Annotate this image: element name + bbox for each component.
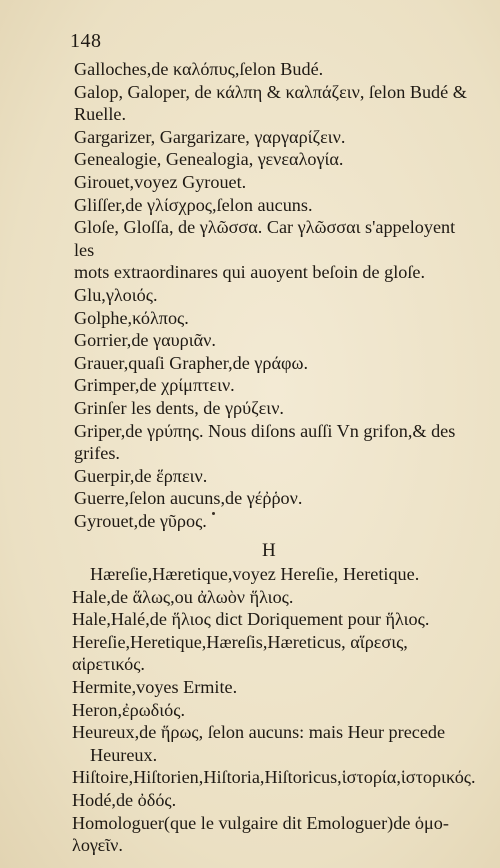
entry-text: Hale,de ἅλως,ou ἀλωὸν ἥλιος.	[72, 586, 294, 607]
entry-text: Golphe,κόλπος.	[74, 307, 189, 328]
entry-continuation: λογεῖν.	[72, 835, 123, 856]
entry-text: Girouet,voyez Gyrouet.	[74, 171, 247, 192]
dictionary-entry	[74, 58, 474, 81]
entry-text: Galop, Galoper, de κάλπη & καλπάζειν, ſelon Budé &	[74, 81, 467, 102]
entry-text: Grimper,de χρίμπτειν.	[74, 375, 235, 396]
entry-continuation: Heureux.	[90, 744, 158, 765]
dictionary-entry	[74, 465, 474, 488]
dictionary-entry	[72, 721, 472, 766]
entry-text: Hæreſie,Hæretique,voyez Hereſie, Heretique.	[90, 564, 420, 584]
section-letter: H	[262, 540, 276, 561]
dictionary-entry	[72, 789, 472, 812]
entry-text: Hale,Halé,de ἥλιος dict Doriquement pour ἥλιος.	[72, 609, 430, 630]
dictionary-entry	[74, 284, 474, 307]
dictionary-entry	[74, 487, 474, 510]
dictionary-entry	[74, 148, 474, 171]
entry-text: Guerpir,de ἕρπειν.	[74, 465, 208, 486]
dictionary-entry	[72, 631, 472, 676]
dictionary-entry	[72, 676, 472, 699]
dictionary-entry	[74, 510, 474, 533]
entry-text: Grauer,quaſi Grapher,de γράφω.	[74, 352, 308, 373]
entry-text: Guerre,ſelon aucuns,de γέῤῥον.	[74, 488, 303, 509]
dictionary-entry	[74, 126, 474, 149]
entry-text: Genealogie, Genealogia, γενεαλογία.	[74, 149, 344, 170]
entry-text: Gyrouet,de γῦρος.	[74, 510, 207, 531]
entry-text: Hermite,voyes Ermite.	[72, 676, 238, 697]
entry-text: Grinſer les dents, de γρύζειν.	[74, 397, 284, 418]
entry-continuation: mots extraordinares qui auoyent beſoin de gloſe.	[74, 262, 426, 283]
dictionary-entry	[74, 307, 474, 330]
dictionary-entry	[72, 608, 472, 631]
dictionary-entry	[74, 194, 474, 217]
entry-text: Homologuer(que le vulgaire dit Emologuer)de ὁμο-	[72, 812, 449, 833]
entry-text: Galloches,de καλόπυς,ſelon Budé.	[74, 59, 324, 79]
entry-text: Gliſſer,de γλίσχρος,ſelon aucuns.	[74, 194, 313, 215]
entry-continuation: grifes.	[74, 443, 120, 464]
dictionary-entry	[74, 329, 474, 352]
dictionary-entry	[72, 766, 476, 789]
dictionary-entry	[74, 397, 474, 420]
entry-text: Hereſie,Heretique,Hæreſis,Hæreticus, αἵρεσις, αἱρετικός.	[72, 631, 408, 675]
entries-h	[72, 563, 476, 857]
entry-text: Gorrier,de γαυριᾶν.	[74, 330, 216, 351]
entry-text: Heron,ἐρωδιός.	[72, 699, 185, 720]
ink-dot	[212, 512, 215, 515]
dictionary-entry	[72, 812, 472, 857]
dictionary-entry	[72, 586, 472, 609]
page-number: 148	[70, 30, 102, 52]
dictionary-entry	[74, 352, 474, 375]
dictionary-entry	[72, 563, 472, 586]
entry-text: Glu,γλοιός.	[74, 284, 158, 305]
entry-continuation: Ruelle.	[74, 104, 127, 125]
entry-text: Heureux,de ἥρως, ſelon aucuns: mais Heur precede	[72, 722, 446, 743]
dictionary-entry	[74, 171, 474, 194]
dictionary-entry	[72, 699, 472, 722]
entry-text: Griper,de γρύπης. Nous diſons auſſi Vn grifon,& des	[74, 420, 456, 441]
dictionary-entry	[74, 374, 474, 397]
entry-text: Hodé,de ὀδός.	[72, 789, 177, 810]
entry-text: Gargarizer, Gargarizare, γαργαρίζειν.	[74, 126, 346, 147]
entry-text: Hiſtoire,Hiſtorien,Hiſtoria,Hiſtoricus,ἱστορία,ἱστορικός.	[72, 767, 476, 788]
dictionary-entry	[74, 216, 474, 284]
dictionary-entry	[74, 420, 474, 465]
entry-text: Gloſe, Gloſſa, de γλῶσσα. Car γλῶσσαι s'appeloyent les	[74, 217, 456, 260]
entries-g	[74, 58, 474, 532]
dictionary-entry	[74, 81, 474, 126]
